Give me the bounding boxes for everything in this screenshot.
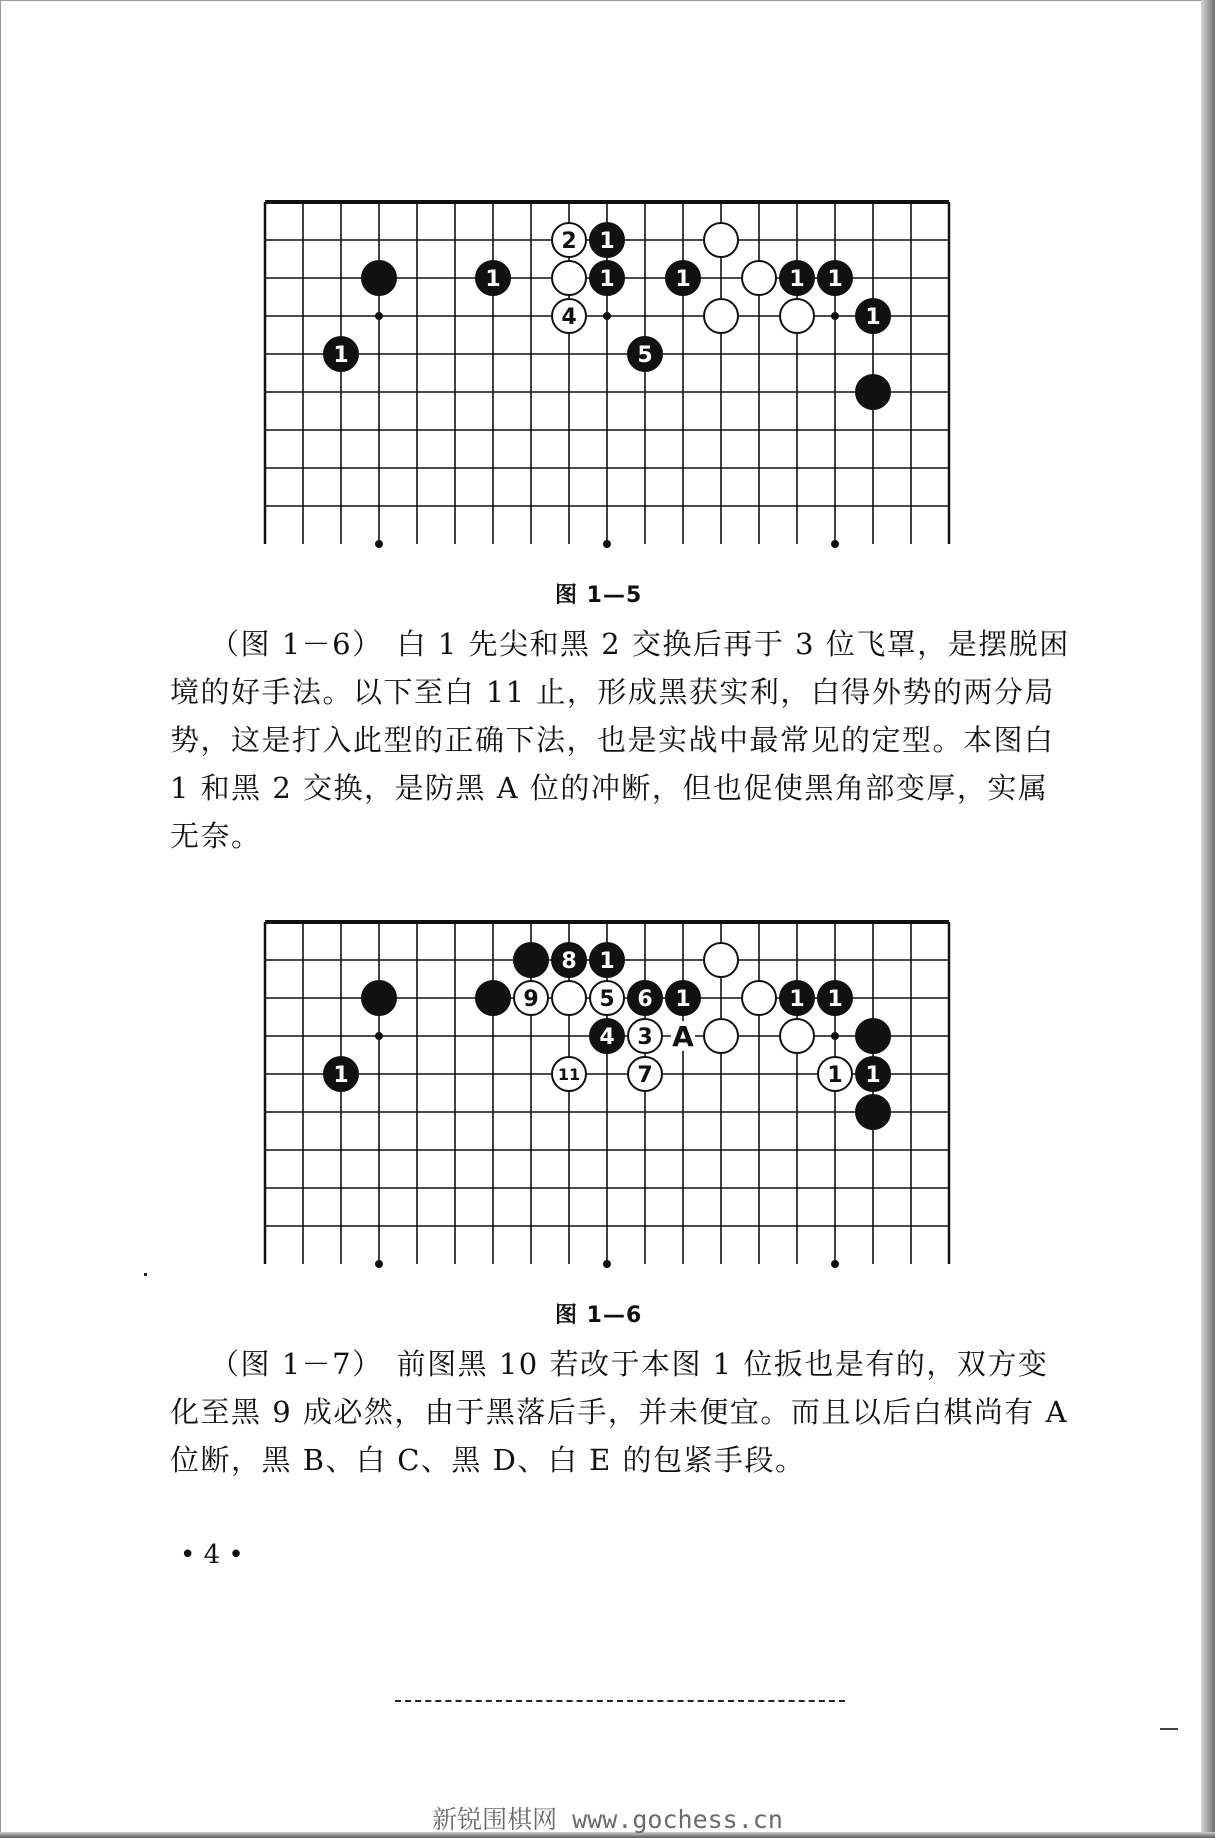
black-stone-1 — [476, 261, 510, 295]
stone-number-label: 1 — [789, 986, 805, 1012]
black-stone-5 — [628, 337, 662, 371]
black-stone-1 — [818, 981, 852, 1015]
paragraph-text: 前图黑 10 若改于本图 1 位扳也是有的，双方变化至黑 9 成必然，由于黑落后手，并未便宜。而且以后白棋尚有 A 位断，黑 B、白 C、黑 D、白 E 的包紧手段。 — [170, 1347, 1069, 1477]
black-stone-1 — [590, 943, 624, 977]
white-stone — [704, 1019, 738, 1053]
white-stone-2 — [552, 223, 586, 257]
scan-artifact — [144, 1273, 147, 1276]
white-stone — [780, 299, 814, 333]
white-stone — [742, 261, 776, 295]
go-diagram-fig-1-6 — [263, 920, 953, 1285]
stone-number-label: 1 — [599, 266, 615, 292]
paragraph-text: 白 1 先尖和黑 2 交换后再于 3 位飞罩，是摆脱困境的好手法。以下至白 11 止，形成黑获实利，白得外势的两分局势，这是打入此型的正确下法，也是实战中最常见的定型。本图白 1 和黑 2 交换，是防黑 A 位的冲断，但也促使黑角部变厚，实属无奈。 — [170, 627, 1070, 853]
stone-number-label: 1 — [333, 1062, 349, 1088]
star-point — [375, 1260, 383, 1268]
watermark: 新锐围棋网 www.gochess.cn — [432, 1805, 783, 1834]
star-point — [603, 540, 611, 548]
black-stone-4 — [590, 1019, 624, 1053]
stone-number-label: 1 — [789, 266, 805, 292]
black-stone-1 — [590, 261, 624, 295]
stone-number-label: 1 — [675, 986, 691, 1012]
page-number: • 4 • — [180, 1540, 244, 1570]
white-stone-9 — [514, 981, 548, 1015]
black-stone — [856, 375, 890, 409]
stone-number-label: 11 — [557, 1064, 581, 1084]
black-stone — [362, 981, 396, 1015]
white-stone — [704, 223, 738, 257]
black-stone-1 — [818, 261, 852, 295]
stone-number-label: 2 — [561, 228, 577, 254]
white-stone — [742, 981, 776, 1015]
black-stone-1 — [666, 981, 700, 1015]
black-stone — [362, 261, 396, 295]
black-stone — [476, 981, 510, 1015]
white-stone-7 — [628, 1057, 662, 1091]
black-stone-1 — [780, 261, 814, 295]
go-diagram-fig-1-5 — [263, 200, 953, 560]
stone-number-label: 1 — [599, 948, 615, 974]
black-stone — [856, 1095, 890, 1129]
black-stone-1 — [590, 223, 624, 257]
black-stone-6 — [628, 981, 662, 1015]
stone-number-label: 3 — [637, 1024, 653, 1050]
paragraph-ref: （图 1－6） — [210, 627, 383, 661]
white-stone-11 — [552, 1057, 586, 1091]
black-stone — [514, 943, 548, 977]
white-stone-3 — [628, 1019, 662, 1053]
stone-number-label: 7 — [637, 1062, 653, 1088]
stone-number-label: 5 — [637, 342, 653, 368]
star-point — [831, 1260, 839, 1268]
paragraph-fig-1-6 — [170, 620, 1070, 860]
stone-number-label: 1 — [865, 1062, 881, 1088]
stone-number-label: 9 — [523, 986, 539, 1012]
stone-number-label: 5 — [599, 986, 615, 1012]
white-stone-5 — [590, 981, 624, 1015]
black-stone-1 — [780, 981, 814, 1015]
white-stone-1 — [818, 1057, 852, 1091]
paragraph-fig-1-7 — [170, 1340, 1070, 1484]
black-stone-1 — [324, 337, 358, 371]
stone-number-label: 1 — [599, 228, 615, 254]
stone-number-label: 1 — [827, 266, 843, 292]
stone-number-label: 4 — [599, 1024, 615, 1050]
white-stone — [704, 299, 738, 333]
figure-caption-1-5: 图 1—5 — [555, 583, 643, 608]
board-mark-A: A — [672, 1020, 694, 1053]
paragraph-ref: （图 1－7） — [210, 1347, 383, 1381]
star-point — [375, 540, 383, 548]
black-stone-1 — [666, 261, 700, 295]
black-stone-1 — [856, 299, 890, 333]
stone-number-label: 6 — [637, 986, 653, 1012]
white-stone — [552, 261, 586, 295]
stone-number-label: 1 — [827, 1062, 843, 1088]
white-stone — [704, 943, 738, 977]
stone-number-label: 1 — [333, 342, 349, 368]
stone-number-label: 4 — [561, 304, 577, 330]
scan-artifact-line — [395, 1700, 845, 1704]
black-stone-1 — [324, 1057, 358, 1091]
star-point — [375, 1032, 383, 1040]
white-stone — [552, 981, 586, 1015]
white-stone-4 — [552, 299, 586, 333]
stone-number-label: 8 — [561, 948, 577, 974]
scan-artifact — [1160, 1728, 1178, 1730]
star-point — [831, 1032, 839, 1040]
figure-caption-1-6: 图 1—6 — [555, 1303, 643, 1328]
star-point — [375, 312, 383, 320]
stone-number-label: 1 — [675, 266, 691, 292]
white-stone — [780, 1019, 814, 1053]
stone-number-label: 1 — [865, 304, 881, 330]
page-edge-shadow — [1201, 0, 1215, 1838]
star-point — [603, 312, 611, 320]
black-stone-8 — [552, 943, 586, 977]
star-point — [831, 312, 839, 320]
star-point — [831, 540, 839, 548]
stone-number-label: 1 — [827, 986, 843, 1012]
black-stone — [856, 1019, 890, 1053]
star-point — [603, 1260, 611, 1268]
stone-number-label: 1 — [485, 266, 501, 292]
black-stone-1 — [856, 1057, 890, 1091]
